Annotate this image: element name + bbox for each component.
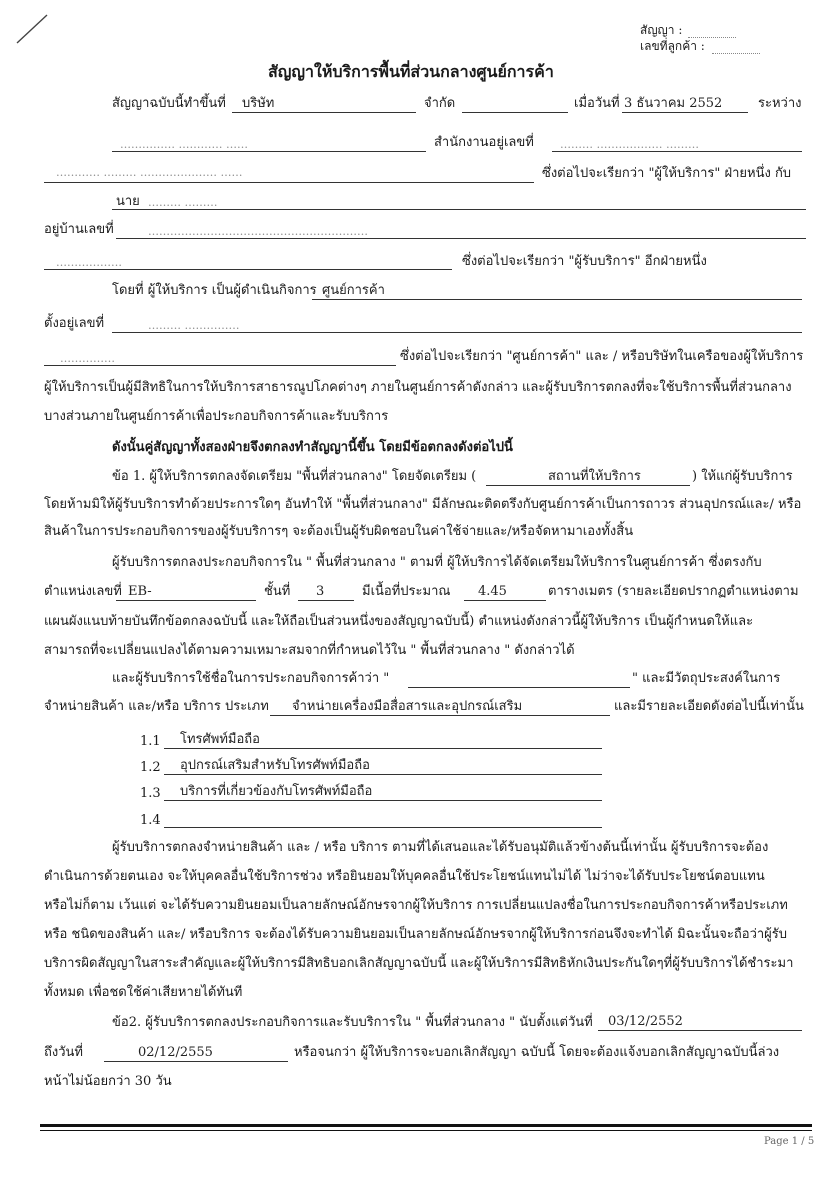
clause1-p4-line4: หรือ ชนิดของสินค้า และ/ หรือบริการ จะต้องได้รับความยินยอมเป็นลายลักษณ์อักษรจากผู้ให้บริการก่อนจึงจะทำได้ มิฉะนั้นจะถือว่าผู้รับ [44,927,788,942]
position-label: ตำแหน่งเลขที่ [44,584,122,599]
clause1-line1-b: ) ให้แก่ผู้รับบริการ [692,469,793,484]
clause2-line2-b: หรือจนกว่า ผู้ให้บริการจะบอกเลิกสัญญา ฉบับนี้ โดยจะต้องแจ้งบอกเลิกสัญญาฉบับนี้ล่วง [294,1045,780,1060]
item-no: 1.1 [140,734,161,749]
item-line [164,827,602,828]
agreement-heading: ดังนั้นคู่สัญญาทั้งสองฝ่ายจึงตกลงทำสัญญานี้ขึ้น โดยมีข้อตกลงดังต่อไปนี้ [112,440,513,455]
located-line-2 [44,365,396,366]
clause1-p2-line4: สามารถที่จะเปลี่ยนแปลงได้ตามความเหมาะสมจากที่กำหนดไว้ใน " พื้นที่ส่วนกลาง " ดังกล่าวได้ [44,643,575,658]
floor-value: 3 [316,584,325,599]
operator-line: โดยที่ ผู้ให้บริการ เป็นผู้ดำเนินกิจการ [112,283,317,298]
position-value: EB- [128,584,152,599]
provider-address-redacted: ………… ……… ………………… …… [56,166,243,179]
business-type-value: จำหน่ายเครื่องมือสื่อสารและอุปกรณ์เสริม [292,699,523,714]
contract-date-line [622,112,748,113]
item-no: 1.3 [140,786,161,801]
floor-label: ชั้นที่ [264,584,291,599]
customer-no-label: เลขที่ลูกค้า : [640,39,705,53]
contract-date: 3 ธันวาคม 2552 [624,96,723,111]
customer-name-line [112,209,806,210]
item-line [164,800,602,801]
intro-prefix: สัญญาฉบับนี้ทำขึ้นที่ [112,96,226,111]
between-label: ระหว่าง [758,96,802,111]
clause1-p4-line1: ผู้รับบริการตกลงจำหน่ายสินค้า และ / หรือ บริการ ตามที่ได้เสนอและได้รับอนุมัติแล้วข้างต้นนี้เท่านั้น ผู้รับบริการจะต้อง [112,840,769,855]
area-line [464,600,546,601]
provider-address-line [44,182,534,183]
provider-office-redacted: ……… ……………… ……… [560,138,699,151]
located-label: ตั้งอยู่เลขที่ [44,316,105,331]
clause1-p2-line1: ผู้รับบริการตกลงประกอบกิจการใน " พื้นที่ส่วนกลาง " ตามที่ ผู้ให้บริการได้จัดเตรียมให้บริการในศูนย์การค้า ซึ่งตรงกับ [112,555,762,570]
customer-address-label: อยู่บ้านเลขที่ [44,222,114,237]
item-line [164,774,602,775]
clause1-p2-line3: แผนผังแนบท้ายบันทึกข้อตกลงฉบับนี้ และให้ถือเป็นส่วนหนึ่งของสัญญาฉบับนี้) ตำแหน่งดังกล่าวนี้ผู้ให้บริการ เป็นผู้กำหนดให้และ [44,614,754,629]
item-line [164,748,602,749]
clause1-p3-b: " และมีวัตถุประสงค์ในการ [632,671,781,686]
operator-value: ศูนย์การค้า [322,283,385,298]
clause1-line3: สินค้าในการประกอบกิจการของผู้รับบริการๆ จะต้องเป็นผู้รับผิดชอบในค่าใช้จ่ายและ/หรือจัดหามาเองทั้งสิ้น [44,524,634,539]
clause1-service-line [486,485,690,486]
floor-line [298,600,354,601]
trade-name-line [408,687,630,688]
business-type-line [270,715,610,716]
item-text: โทรศัพท์มือถือ [180,732,260,747]
clause1-p4-line3: หรือไม่ก็ตาม เว้นแต่ จะได้รับความยินยอมเป็นลายลักษณ์อักษรจากผู้ให้บริการ การเปลี่ยนแปลงชื่อในการประกอบกิจการค้าหรือประเภท [44,898,788,913]
clause1-service-value: สถานที่ให้บริการ [548,469,641,484]
clause1-p4-line6: ทั้งหมด เพื่อชดใช้ค่าเสียหายได้ทันที [44,985,243,1000]
customer-address-line [116,238,806,239]
provider-office-line [552,151,802,152]
contract-no-label: สัญญา : [640,23,683,37]
footer-rule-thick [40,1124,812,1127]
item-no: 1.4 [140,813,161,828]
company-name-line [232,112,416,113]
page-title: สัญญาให้บริการพื้นที่ส่วนกลางศูนย์การค้า [268,62,554,81]
operator-para-line3: บางส่วนภายในศูนย์การค้าเพื่อประกอบกิจการค้าและรับบริการ [44,409,389,424]
provider-name-redacted: …………… ………… …… [120,138,248,151]
provider-office-label: สำนักงานอยู่เลขที่ [434,135,534,150]
clause1-p4-line2: ดำเนินการด้วยตนเอง จะให้บุคคลอื่นใช้บริการช่วง หรือยินยอมให้บุคคลอื่นใช้ประโยชน์แทนไม่ได้ ไม่ว่าจะได้รับประโยชน์ตอบแทน [44,869,765,884]
located-redacted: ……… …………… [148,319,240,332]
clause2-start-date: 03/12/2552 [608,1014,683,1029]
located-2-redacted: …………… [60,352,115,365]
operator-value-line [312,299,802,300]
item-text: บริการที่เกี่ยวข้องกับโทรศัพท์มือถือ [180,784,373,799]
pen-mark [14,12,50,46]
clause2-start-date-line [598,1030,802,1031]
clause2-end-date: 02/12/2555 [138,1045,213,1060]
area-label: มีเนื้อที่ประมาณ [362,584,451,599]
clause2-end-date-line [104,1061,288,1062]
company-line-2 [462,112,568,113]
clause1-line2: โดยห้ามมิให้ผู้รับบริการทำด้วยประการใดๆ อันทำให้ "พื้นที่ส่วนกลาง" มีลักษณะติดตรึงกับศูนย์การค้าเป็นการถาวร ส่วนอุปกรณ์และ/ หรือ [44,497,802,512]
item-no: 1.2 [140,760,161,775]
customer-address-line-2 [44,269,452,270]
operator-called: ซึ่งต่อไปจะเรียกว่า "ศูนย์การค้า" และ / หรือบริษัทในเครือของผู้ให้บริการ [400,349,804,364]
item-text: อุปกรณ์เสริมสำหรับโทรศัพท์มือถือ [180,758,370,773]
area-unit: ตารางเมตร (รายละเอียดปรากฏตำแหน่งตาม [548,584,799,599]
customer-address-redacted: …………………………………………………… [148,225,368,238]
clause1-p3-line2-a: จำหน่ายสินค้า และ/หรือ บริการ ประเภท [44,699,269,714]
clause1-p4-line5: บริการผิดสัญญาในสาระสำคัญและผู้ให้บริการมีสิทธิบอกเลิกสัญญาฉบับนี้ และผู้ให้บริการมีสิทธิหักเงินประกันใดๆที่ผู้รับบริการได้ชำระมา [44,956,794,971]
clause2-line1-a: ข้อ2. ผู้รับบริการตกลงประกอบกิจการและรับบริการใน " พื้นที่ส่วนกลาง " นับตั้งแต่วันที่ [112,1015,593,1030]
page-number: Page 1 / 5 [764,1136,815,1147]
clause2-until-label: ถึงวันที่ [44,1045,83,1060]
position-line [116,600,256,601]
customer-name-redacted: ……… ……… [148,196,218,209]
customer-called: ซึ่งต่อไปจะเรียกว่า "ผู้รับบริการ" อีกฝ่ายหนึ่ง [462,254,707,269]
located-line [112,332,802,333]
company-label: บริษัท [242,96,275,111]
customer-prefix: นาย [116,194,140,209]
company-suffix: จำกัด [424,96,456,111]
clause1-p3-line2-b: และมีรายละเอียดดังต่อไปนี้เท่านั้น [614,699,804,714]
clause2-line3: หน้าไม่น้อยกว่า 30 วัน [44,1074,172,1089]
footer-rule-thin [40,1130,812,1131]
clause1-p3-a: และผู้รับบริการใช้ชื่อในการประกอบกิจการค้าว่า " [112,671,390,686]
provider-name-line [112,151,426,152]
date-label: เมื่อวันที่ [574,96,620,111]
area-value: 4.45 [478,584,507,599]
provider-called: ซึ่งต่อไปจะเรียกว่า "ผู้ให้บริการ" ฝ่ายหนึ่ง กับ [542,166,792,181]
operator-para-line2: ผู้ให้บริการเป็นผู้มีสิทธิในการให้บริการสาธารณูปโภคต่างๆ ภายในศูนย์การค้าดังกล่าว และผู้รับบริการตกลงที่จะใช้บริการพื้นที่ส่วนกลาง [44,380,792,395]
customer-no-line [712,53,760,54]
customer-address-2-redacted: ……………… [56,256,122,269]
clause1-line1-a: ข้อ 1. ผู้ให้บริการตกลงจัดเตรียม "พื้นที่ส่วนกลาง" โดยจัดเตรียม ( [112,469,477,484]
